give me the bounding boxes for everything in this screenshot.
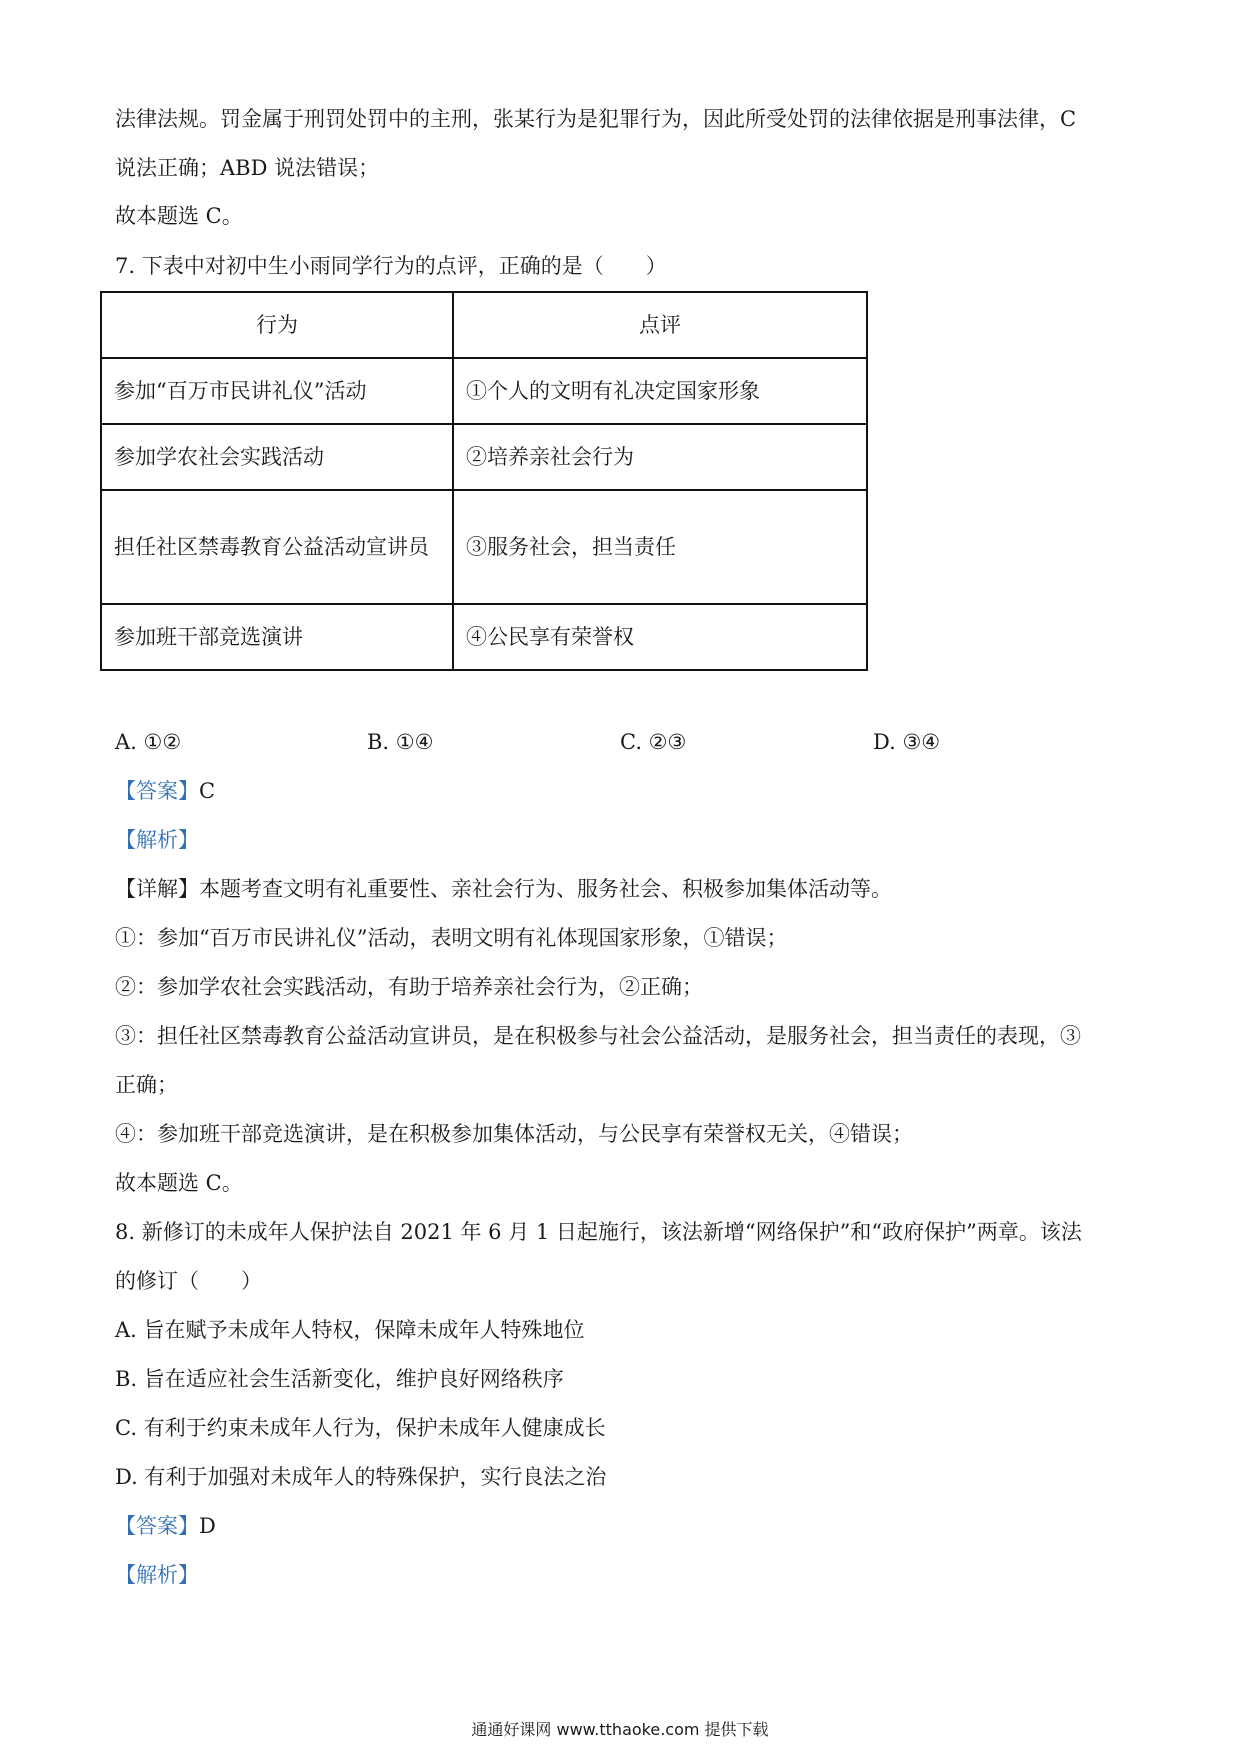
explanation-item-1: ①：参加“百万市民讲礼仪”活动，表明文明有礼体现国家形象，①错误； xyxy=(115,926,788,950)
answer-value: D xyxy=(199,1514,216,1538)
behavior-review-table xyxy=(100,291,868,671)
table-row xyxy=(101,424,867,490)
answer-label: 【答案】 xyxy=(115,779,199,803)
table-row xyxy=(101,604,867,670)
table-cell: 担任社区禁毒教育公益活动宣讲员 xyxy=(101,490,453,604)
question-7-stem: 7. 下表中对初中生小雨同学行为的点评，正确的是（ ） xyxy=(115,254,667,278)
answer-line xyxy=(115,776,215,806)
answer-label: 【答案】 xyxy=(115,1514,199,1538)
table-cell: 参加班干部竞选演讲 xyxy=(101,604,453,670)
question-8-stem: 8. 新修订的未成年人保护法自 2021 年 6 月 1 日起施行，该法新增“网络保护”和“政府保护”两章。该法 xyxy=(115,1220,1082,1244)
analysis-label: 【解析】 xyxy=(115,1563,199,1587)
detail-line: 【详解】本题考查文明有礼重要性、亲社会行为、服务社会、积极参加集体活动等。 xyxy=(115,877,892,901)
option-d: D. ③④ xyxy=(873,730,941,754)
table-row xyxy=(101,490,867,604)
table-header-cell: 点评 xyxy=(453,292,867,358)
page-footer: 通通好课网 www.tthaoke.com 提供下载 xyxy=(471,1720,769,1739)
option-b: B. ①④ xyxy=(367,730,434,754)
conclusion-line: 故本题选 C。 xyxy=(115,1171,243,1195)
option-c: C. ②③ xyxy=(620,730,687,754)
table-cell: ①个人的文明有礼决定国家形象 xyxy=(453,358,867,424)
conclusion-line: 故本题选 C。 xyxy=(115,204,243,228)
explanation-item-4: ④：参加班干部竞选演讲，是在积极参加集体活动，与公民享有荣誉权无关，④错误； xyxy=(115,1122,913,1146)
explanation-item-3: ③：担任社区禁毒教育公益活动宣讲员，是在积极参与社会公益活动，是服务社会，担当责任的表现，③ xyxy=(115,1024,1081,1048)
answer-line xyxy=(115,1511,216,1541)
answer-value: C xyxy=(199,779,216,803)
explanation-item-3-cont: 正确； xyxy=(115,1073,178,1097)
table-cell: ③服务社会，担当责任 xyxy=(453,490,867,604)
table-cell: ②培养亲社会行为 xyxy=(453,424,867,490)
table-cell: 参加学农社会实践活动 xyxy=(101,424,453,490)
option-a: A. ①② xyxy=(115,730,182,754)
option-a: A. 旨在赋予未成年人特权，保障未成年人特殊地位 xyxy=(115,1318,585,1342)
table-row xyxy=(101,358,867,424)
explanation-line: 说法正确；ABD 说法错误； xyxy=(115,156,380,180)
question-8-stem-cont: 的修订（ ） xyxy=(115,1269,262,1293)
explanation-line: 法律法规。罚金属于刑罚处罚中的主刑，张某行为是犯罪行为，因此所受处罚的法律依据是刑事法律，C xyxy=(115,107,1077,131)
option-b: B. 旨在适应社会生活新变化，维护良好网络秩序 xyxy=(115,1367,564,1391)
explanation-item-2: ②：参加学农社会实践活动，有助于培养亲社会行为，②正确； xyxy=(115,975,703,999)
table-cell: ④公民享有荣誉权 xyxy=(453,604,867,670)
table-header-cell: 行为 xyxy=(101,292,453,358)
table-cell: 参加“百万市民讲礼仪”活动 xyxy=(101,358,453,424)
analysis-label: 【解析】 xyxy=(115,828,199,852)
option-c: C. 有利于约束未成年人行为，保护未成年人健康成长 xyxy=(115,1416,606,1440)
table-header-row xyxy=(101,292,867,358)
option-d: D. 有利于加强对未成年人的特殊保护，实行良法之治 xyxy=(115,1465,607,1489)
